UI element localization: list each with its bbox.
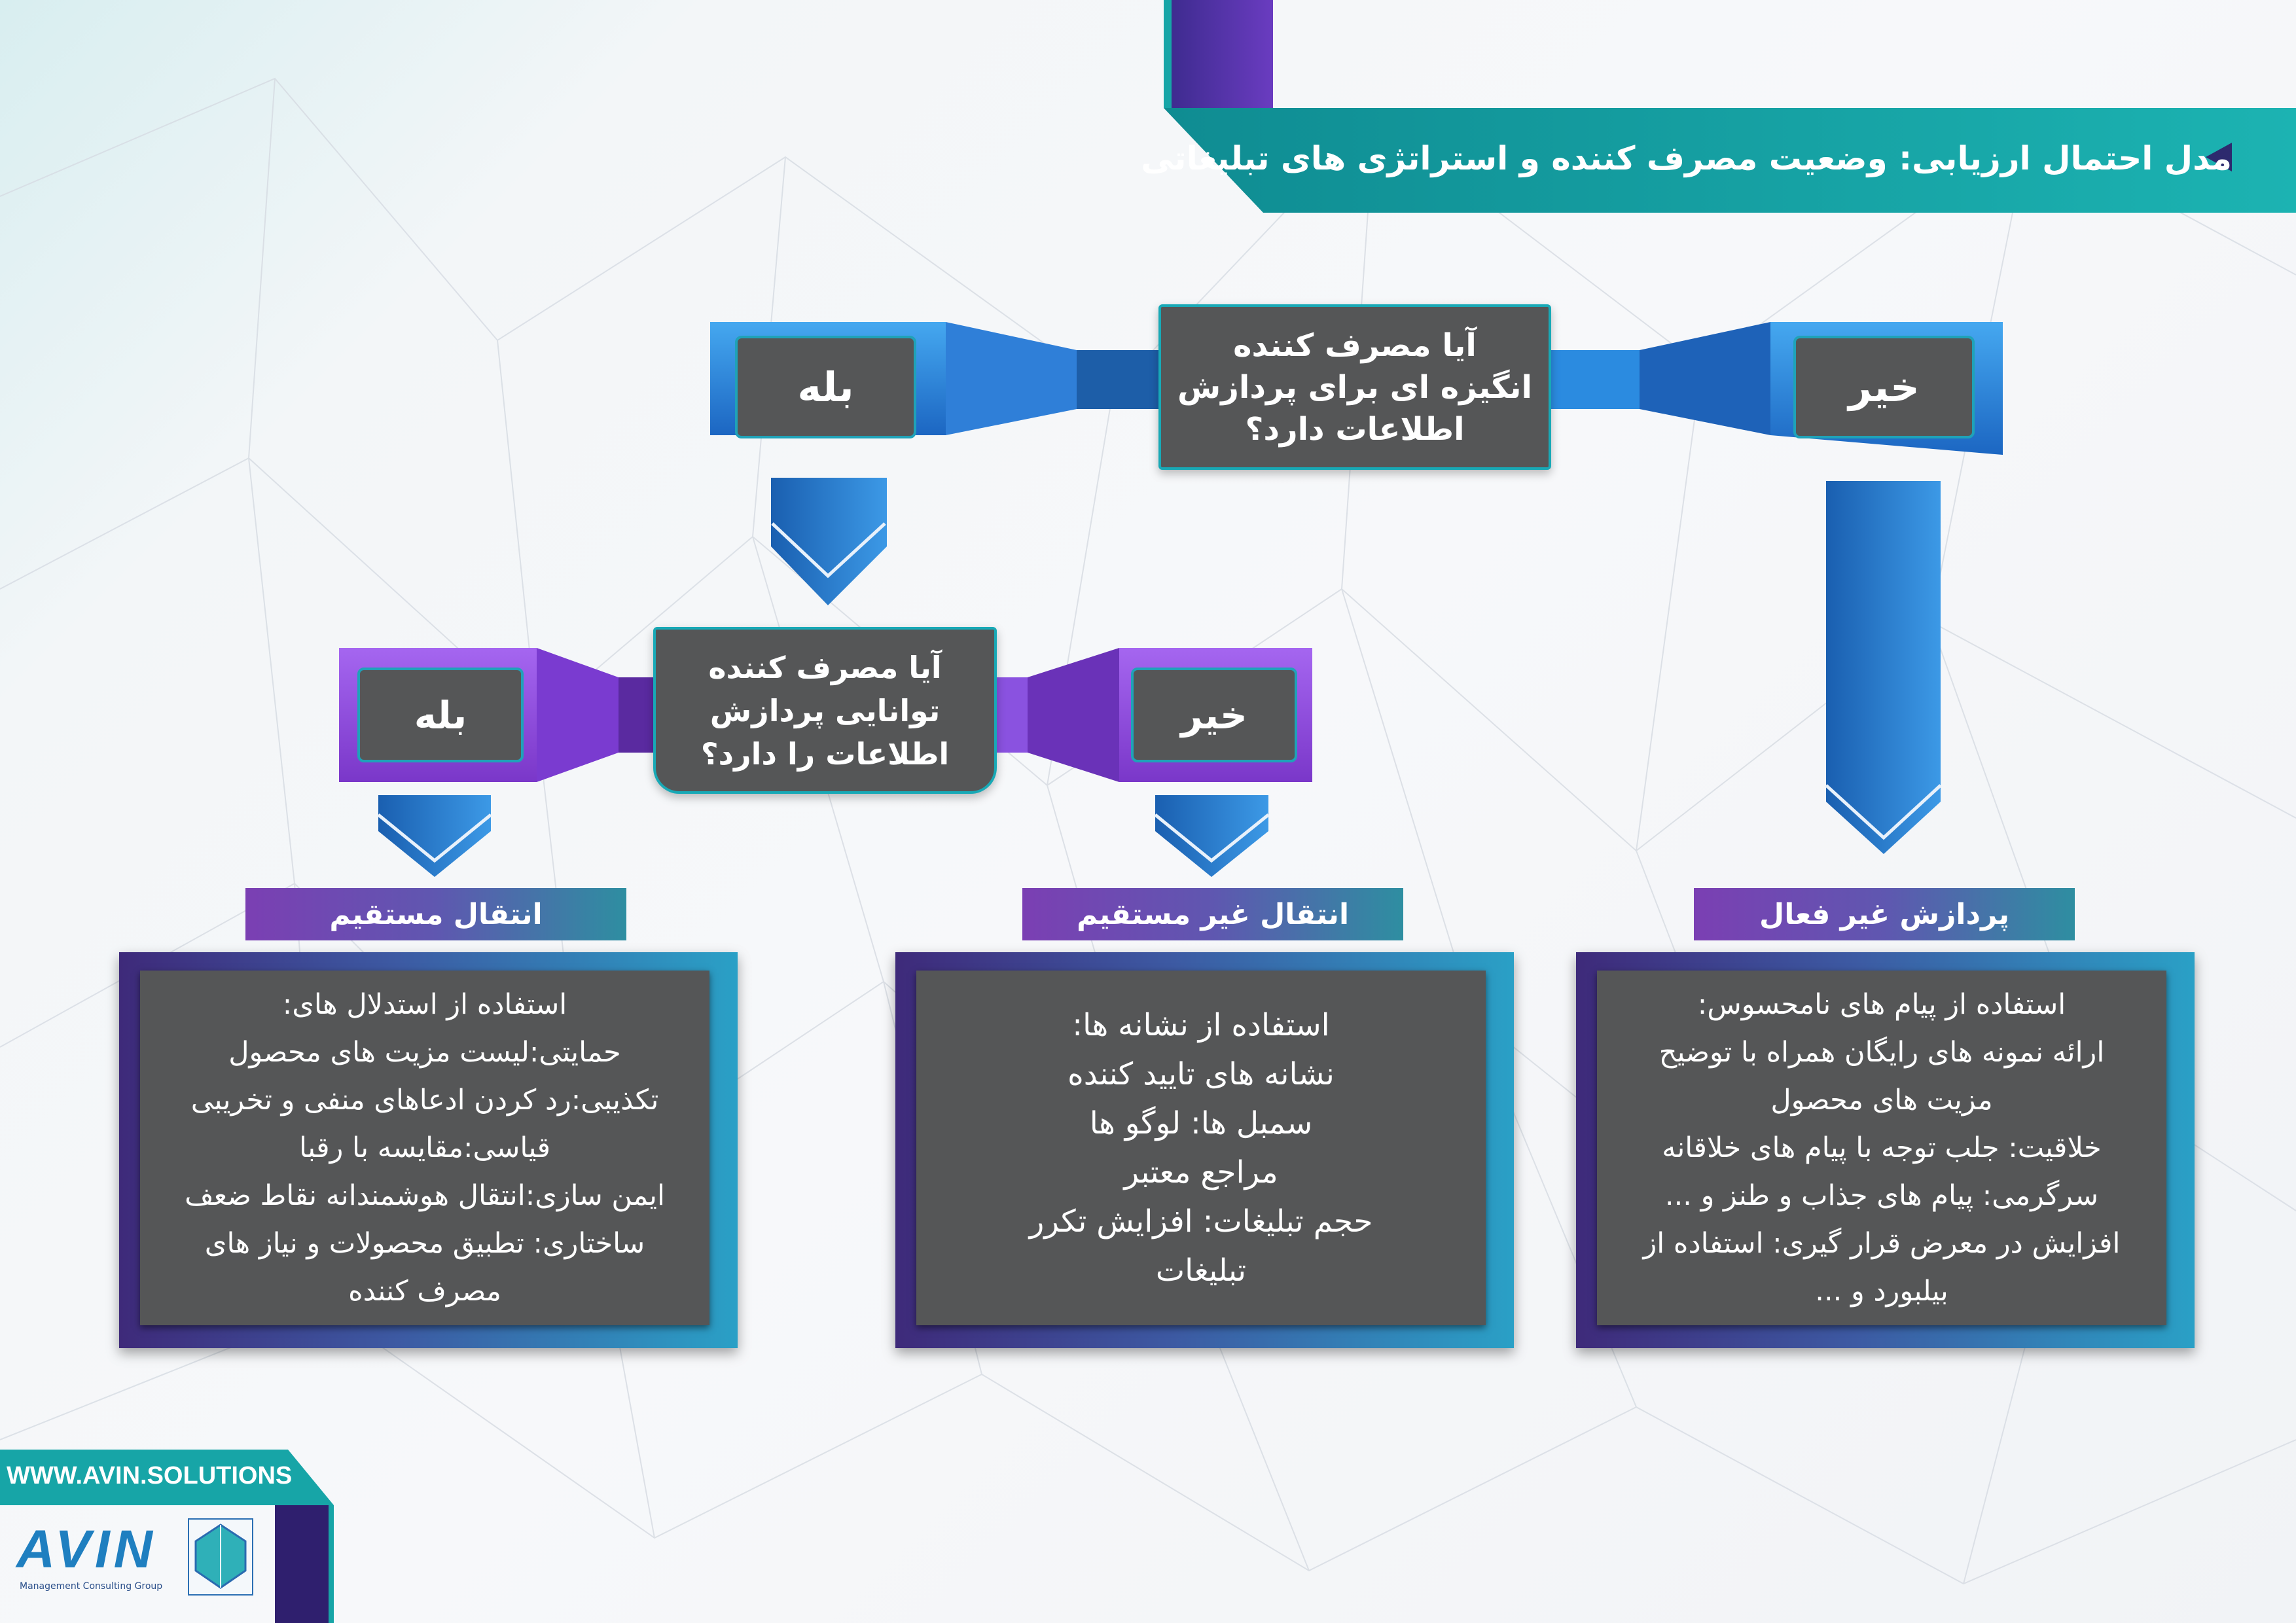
- outcome-line: سمبل ها: لوگو ها: [1089, 1105, 1313, 1141]
- outcome-line: ارائه نمونه های رایگان همراه با توضیح: [1659, 1035, 2105, 1069]
- outcome-line: تبلیغات: [1155, 1253, 1247, 1289]
- top-tab: [1164, 0, 1273, 108]
- outcome-title-indirect: انتقال غیر مستقیم: [1022, 888, 1403, 940]
- outcome-title-passive: پردازش غیر فعال: [1694, 888, 2075, 940]
- outcome-line: افزایش در معرض قرار گیری: استفاده از: [1643, 1226, 2121, 1260]
- outcome-panel-indirect: [895, 952, 1514, 1348]
- q2-yes-answer: بله: [357, 668, 524, 762]
- outcome-line: استفاده از پیام های نامحسوس:: [1697, 988, 2066, 1021]
- question-line: انگیزه ای برای پردازش: [1177, 368, 1532, 406]
- outcome-line: مزیت های محصول: [1770, 1083, 1993, 1116]
- outcome-line: تکذیبی:رد کردن ادعاهای منفی و تخریبی: [190, 1083, 659, 1116]
- q1-yes-answer: بله: [735, 336, 916, 438]
- outcome-line: قیاسی:مقایسه با رقبا: [298, 1131, 551, 1164]
- outcome-text-indirect: [916, 971, 1486, 1325]
- q1-no-answer: خیر: [1793, 336, 1975, 438]
- page-title: مدل احتمال ارزیابی: وضعیت مصرف کننده و استراتژی های تبلیغاتی: [1141, 139, 2232, 177]
- diamond-logo-icon: [188, 1518, 253, 1596]
- footer-tab: [275, 1505, 334, 1623]
- question-line: اطلاعات را دارد؟: [700, 736, 950, 772]
- question-ability: [653, 627, 997, 794]
- down-arrow-q2-yes: [378, 795, 491, 877]
- down-arrow-q1-no: [1826, 481, 1941, 854]
- question-line: اطلاعات دارد؟: [1245, 410, 1465, 448]
- outcome-line: مراجع معتبر: [1124, 1154, 1278, 1190]
- outcome-line: استفاده از استدلال های:: [282, 988, 567, 1021]
- footer-tab-edge: [329, 1505, 334, 1623]
- question-motivation: [1158, 304, 1551, 470]
- website-link[interactable]: WWW.AVIN.SOLUTIONS: [7, 1462, 293, 1489]
- question-line: توانایی پردازش: [709, 692, 941, 728]
- outcome-line: استفاده از نشانه ها:: [1072, 1007, 1330, 1043]
- outcome-line: حمایتی:لیست مزیت های محصول: [228, 1035, 621, 1069]
- down-arrow-q1-yes: [771, 478, 887, 605]
- q2-no-answer: خیر: [1131, 668, 1297, 762]
- outcome-line: حجم تبلیغات: افزایش تکرر: [1029, 1204, 1373, 1240]
- outcome-line: ایمن سازی:انتقال هوشمندانه نقاط ضعف: [185, 1179, 665, 1212]
- outcome-line: مصرف کننده: [348, 1274, 501, 1308]
- outcome-line: ساختاری: تطبیق محصولات و نیاز های: [204, 1226, 645, 1260]
- question-line: آیا مصرف کننده: [1233, 327, 1477, 364]
- logo-text: AVIN: [16, 1520, 156, 1579]
- company-logo: [16, 1518, 252, 1603]
- outcome-line: نشانه های تایید کننده: [1067, 1056, 1335, 1092]
- outcome-panel-passive: [1576, 952, 2195, 1348]
- logo-tagline: Management Consulting Group: [20, 1581, 163, 1592]
- outcome-text-direct: [140, 971, 709, 1325]
- down-arrow-q2-no: [1155, 795, 1268, 877]
- outcome-title-direct: انتقال مستقیم: [245, 888, 626, 940]
- outcome-panel-direct: [119, 952, 738, 1348]
- outcome-line: خلاقیت: جلب توجه با پیام های خلاقانه: [1662, 1131, 2102, 1164]
- outcome-line: بیلبورد و ...: [1815, 1274, 1948, 1308]
- outcome-text-passive: [1597, 971, 2166, 1325]
- outcome-line: سرگرمی: پیام های جذاب و طنز و ...: [1664, 1179, 2099, 1212]
- question-line: آیا مصرف کننده: [708, 649, 942, 685]
